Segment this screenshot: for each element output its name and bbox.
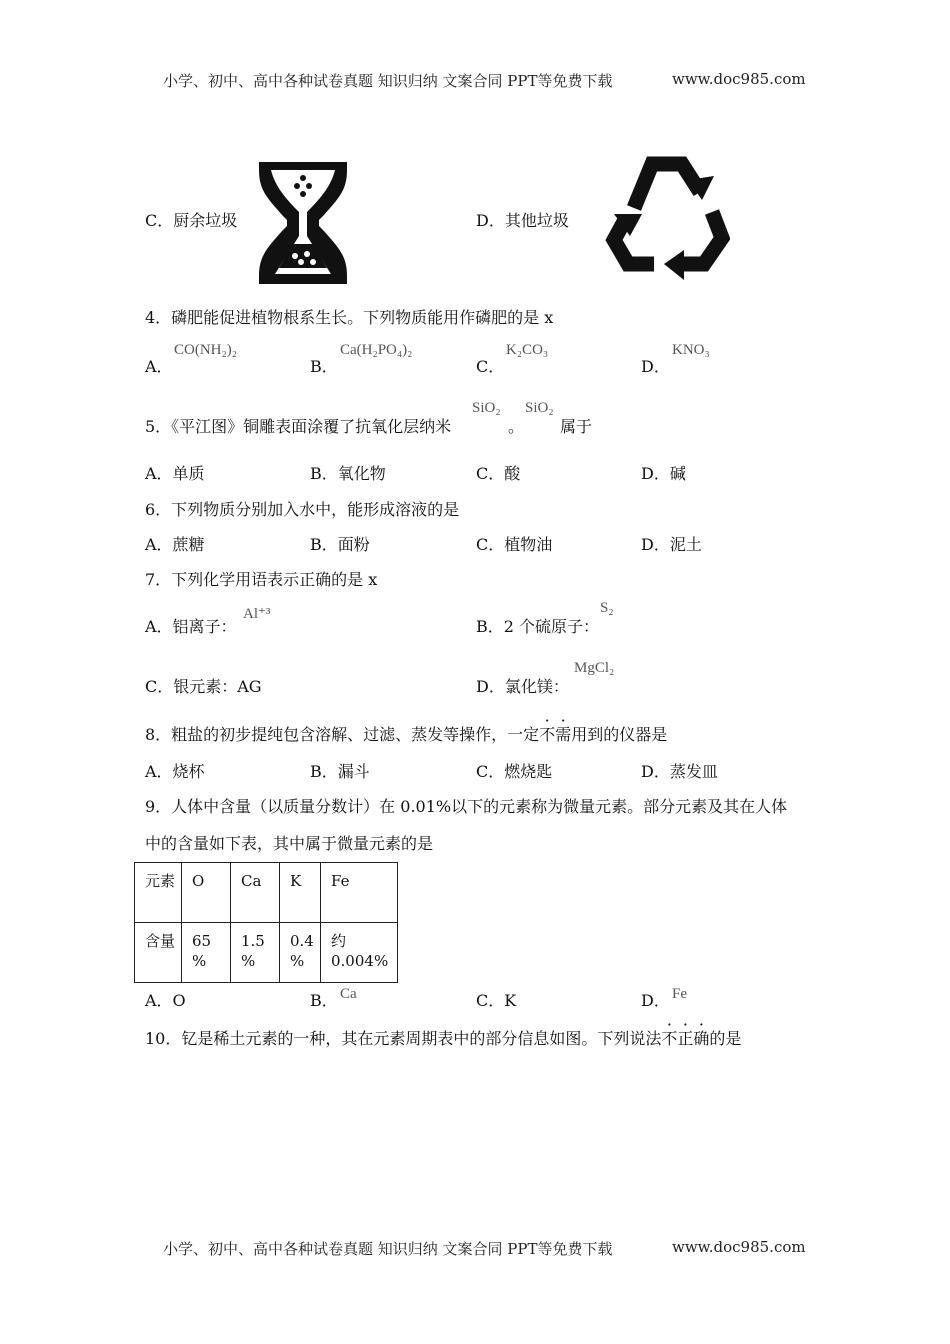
q8-emphasis-2: 需 [555, 725, 572, 744]
q9-formula-d: Fe [672, 986, 687, 1002]
q6-option-b: B．面粉 [310, 535, 370, 554]
q7-option-d: D．氯化镁： [476, 677, 569, 696]
q5-option-b: B．氧化物 [310, 464, 386, 483]
table-cell: 元素 [135, 863, 182, 923]
q7-stem: 7．下列化学用语表示正确的是 x [145, 570, 378, 589]
q4-formula-b: Ca(H₂PO₄)₂ [340, 342, 413, 358]
table-row [135, 923, 398, 983]
q4-option-b: B． [310, 357, 338, 376]
q4-stem: 4．磷肥能促进植物根系生长。下列物质能用作磷肥的是 x [145, 308, 554, 327]
q7-option-c: C．银元素：AG [145, 677, 262, 696]
q7-option-b: B．2 个硫原子： [476, 617, 600, 636]
q4-formula-d: KNO₃ [672, 342, 710, 358]
q7-option-a: A．铝离子： [145, 617, 237, 636]
q5-stem-end: 属于 [560, 417, 593, 436]
header-url[interactable]: www.doc985.com [672, 70, 806, 88]
q9-stem-line1: 9．人体中含量（以质量分数计）在 0.01%以下的元素称为微量元素。部分元素及其在人体 [145, 797, 788, 816]
element-content-table [134, 862, 398, 983]
q5-formula-2: SiO₂ [525, 400, 554, 416]
table-cell: 65 % [182, 923, 231, 983]
q9-option-b: B． [310, 991, 338, 1010]
q9-option-c: C．K [476, 991, 517, 1010]
q8-option-c: C．燃烧匙 [476, 762, 553, 781]
table-cell: 约 0.004% [321, 923, 398, 983]
q3-option-d: D．其他垃圾 [476, 211, 569, 230]
q3-option-c: C．厨余垃圾 [145, 211, 238, 230]
q4-option-d: D． [641, 357, 670, 376]
q8-option-a: A．烧杯 [145, 762, 205, 781]
q4-formula-a: CO(NH₂)₂ [174, 342, 237, 358]
q10-emphasis-3: 确 [693, 1029, 710, 1048]
q9-stem-line2: 中的含量如下表，其中属于微量元素的是 [145, 834, 434, 853]
q9-formula-b: Ca [340, 986, 357, 1002]
q6-option-a: A．蔗糖 [145, 535, 205, 554]
header-title: 小学、初中、高中各种试卷真题 知识归纳 文案合同 PPT等免费下载 [163, 72, 613, 90]
q8-emphasis-1: 不 [539, 725, 556, 744]
table-row [135, 863, 398, 923]
q10-emphasis-2: 正 [677, 1029, 694, 1048]
q10-emphasis-1: 不 [661, 1029, 678, 1048]
q5-option-c: C．酸 [476, 464, 521, 483]
q6-option-d: D．泥土 [641, 535, 702, 554]
q9-option-d: D． [641, 991, 670, 1010]
q5-formula-1: SiO₂ [472, 400, 501, 416]
q7-formula-b: S₂ [600, 600, 614, 616]
footer-url[interactable]: www.doc985.com [672, 1238, 806, 1256]
q9-option-a: A．O [145, 991, 186, 1010]
q6-option-c: C．植物油 [476, 535, 553, 554]
q5-option-d: D．碱 [641, 464, 686, 483]
q8-stem: 8．粗盐的初步提纯包含溶解、过滤、蒸发等操作，一定不需用到的仪器是 [145, 725, 668, 744]
q6-stem: 6．下列物质分别加入水中，能形成溶液的是 [145, 500, 460, 519]
q8-option-d: D．蒸发皿 [641, 762, 718, 781]
table-cell: 0.4 % [280, 923, 321, 983]
q4-option-a: A． [145, 357, 173, 376]
q10-stem: 10．钇是稀土元素的一种，其在元素周期表中的部分信息如图。下列说法不正确的是 [145, 1029, 742, 1048]
q5-option-a: A．单质 [145, 464, 205, 483]
recycle-triangle-icon [604, 148, 730, 286]
table-cell: K [280, 863, 321, 923]
q5-stem-period: 。 [508, 417, 525, 436]
q4-option-c: C． [476, 357, 505, 376]
table-cell: 含量 [135, 923, 182, 983]
hourglass-flask-icon [257, 162, 349, 284]
q7-formula-d: MgCl₂ [574, 660, 615, 676]
q7-formula-a: Al⁺³ [243, 606, 271, 622]
footer-title: 小学、初中、高中各种试卷真题 知识归纳 文案合同 PPT等免费下载 [163, 1240, 613, 1258]
q5-stem: 5．《平江图》铜雕表面涂覆了抗氧化层纳米 [145, 417, 452, 436]
table-cell: Ca [231, 863, 280, 923]
q8-option-b: B．漏斗 [310, 762, 370, 781]
table-cell: O [182, 863, 231, 923]
table-cell: 1.5 % [231, 923, 280, 983]
table-cell: Fe [321, 863, 398, 923]
q4-formula-c: K₂CO₃ [506, 342, 549, 358]
